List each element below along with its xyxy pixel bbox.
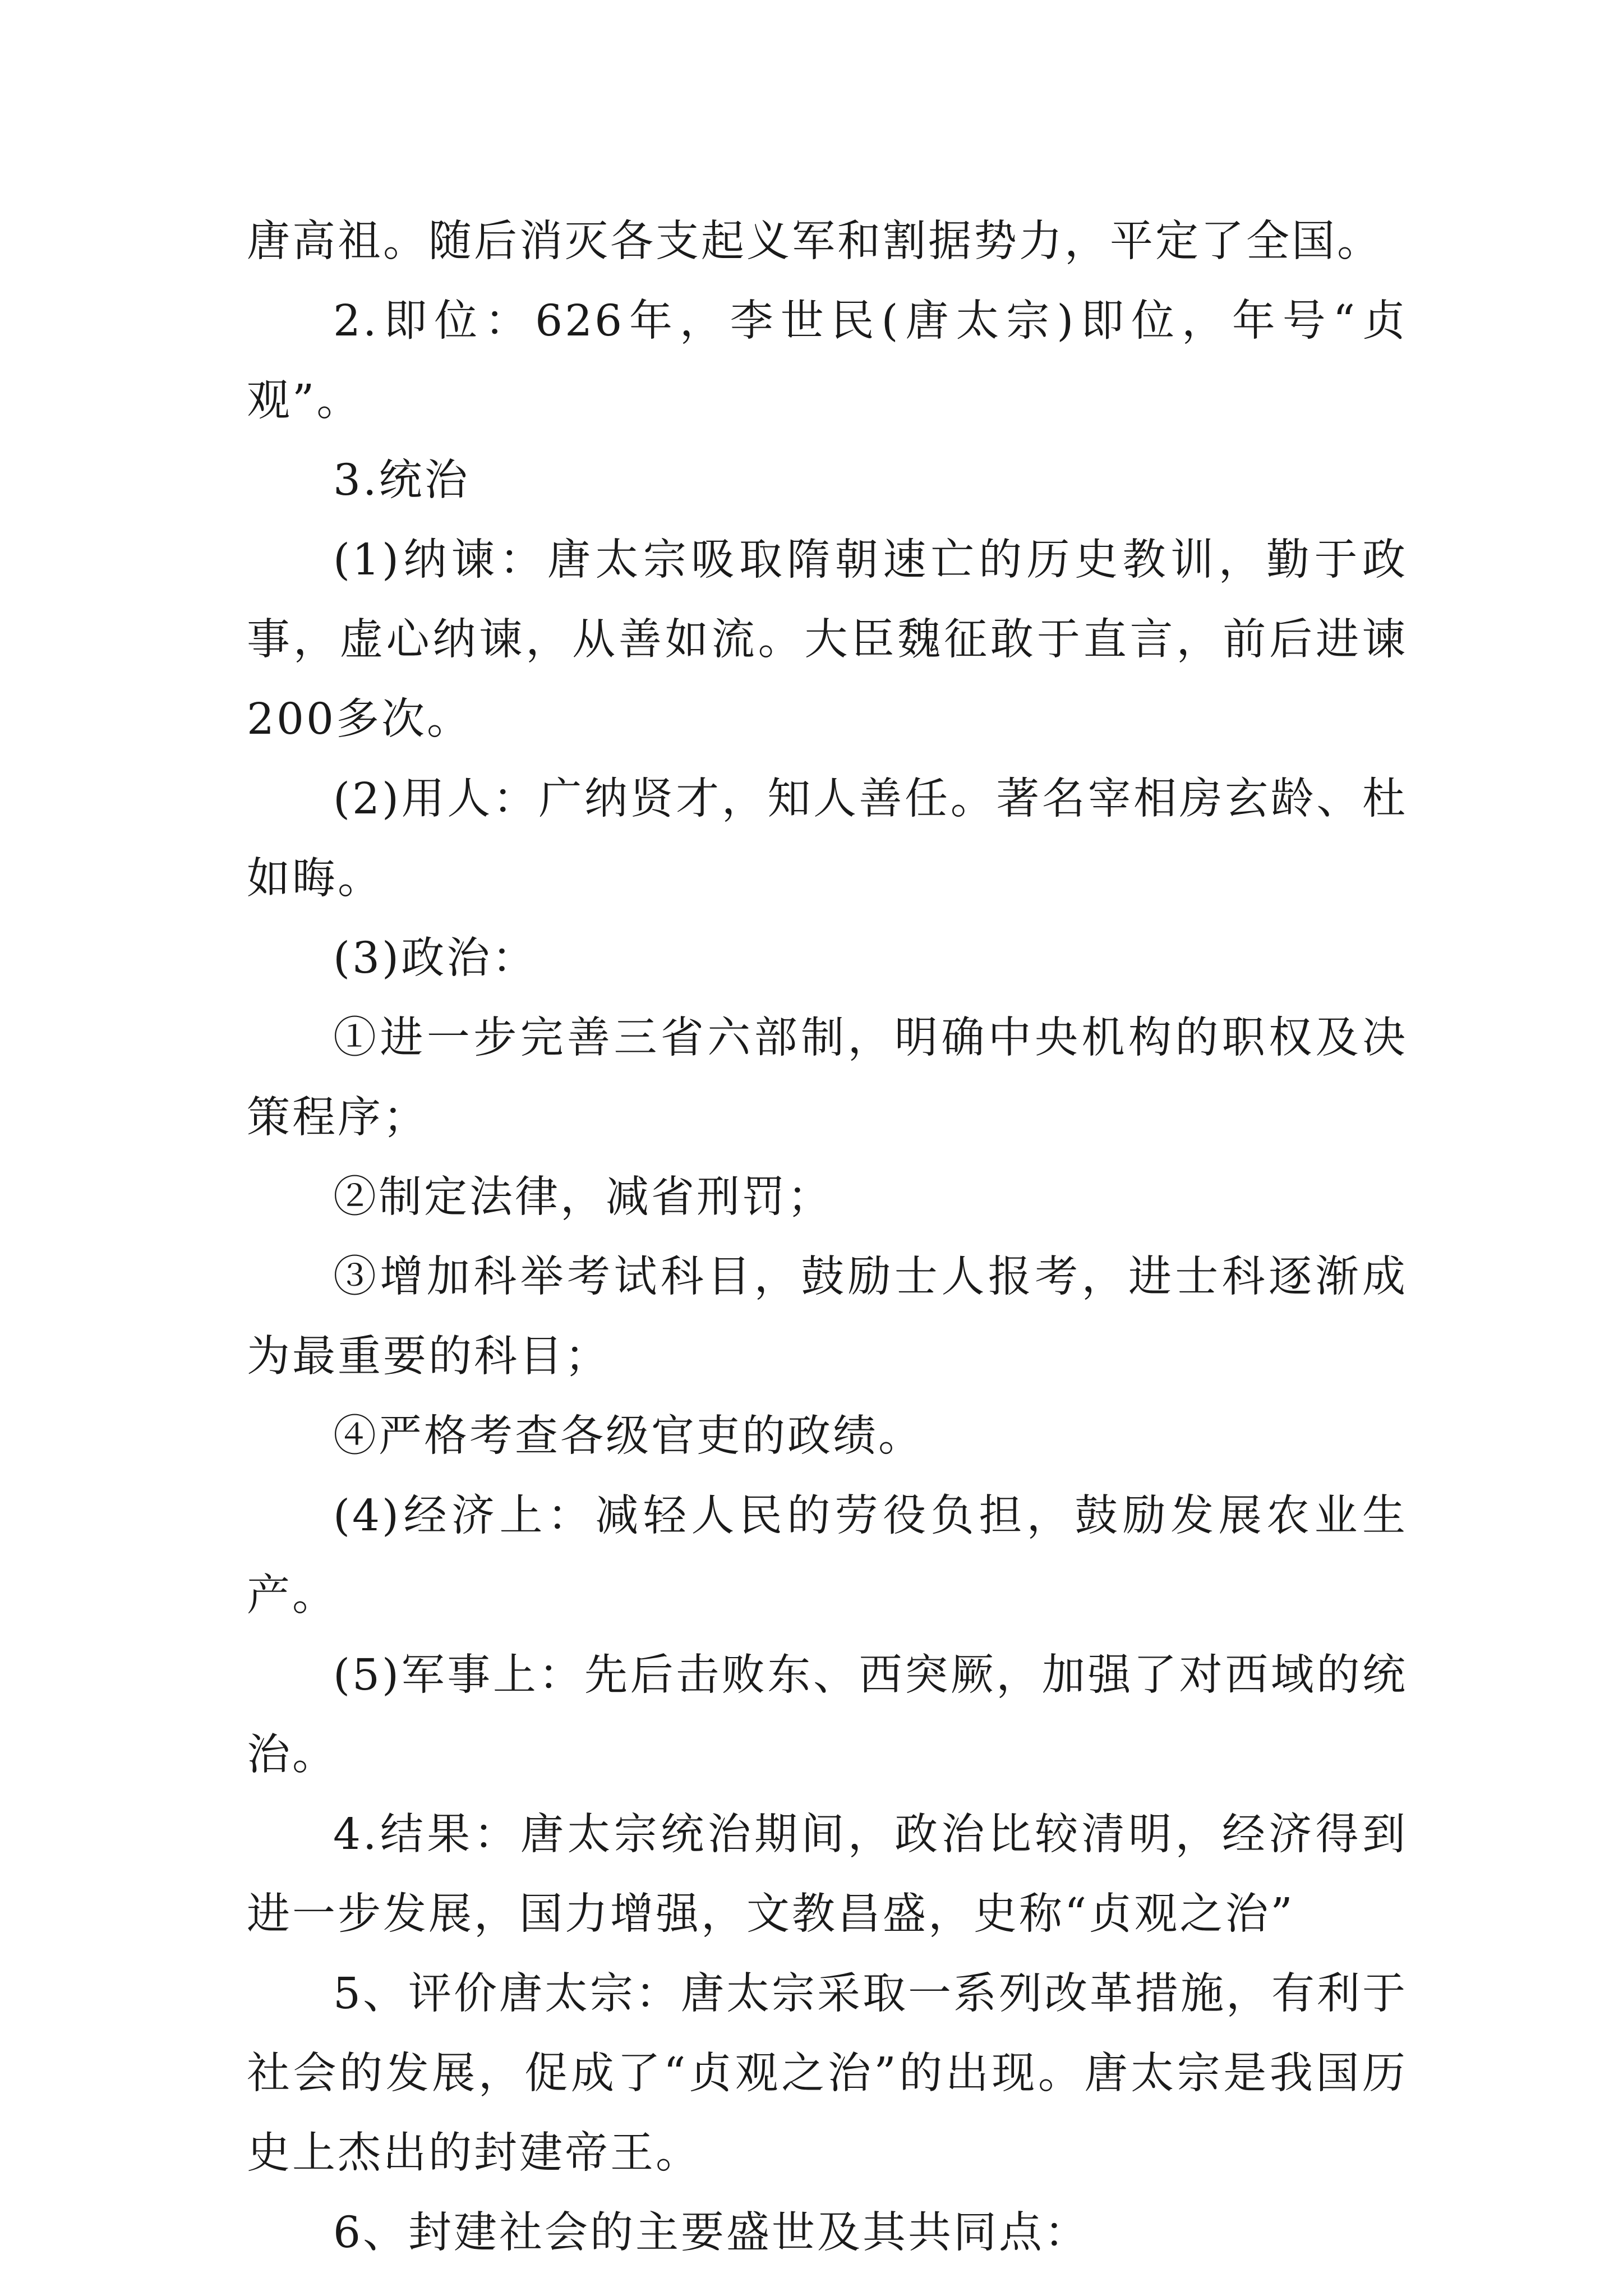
paragraph-economy: (4)经济上：减轻人民的劳役负担，鼓励发展农业生产。 bbox=[247, 1491, 1408, 1621]
paragraph-evaluation: 5、评价唐太宗：唐太宗采取一系列改革措施，有利于社会的发展，促成了“贞观之治”的出现。唐太宗是我国历史上杰出的封建帝王。 bbox=[247, 1969, 1408, 2178]
document-body bbox=[247, 202, 1408, 2273]
paragraph-result: 4.结果：唐太宗统治期间，政治比较清明，经济得到进一步发展，国力增强，文教昌盛，史称“贞观之治” bbox=[247, 1810, 1408, 1939]
paragraph-golden-ages: 6、封建社会的主要盛世及其共同点： bbox=[333, 2208, 1090, 2258]
paragraph-politics-item-3: ③增加科举考试科目，鼓励士人报考，进士科逐渐成为最重要的科目； bbox=[247, 1252, 1408, 1382]
paragraph-politics-item-1: ①进一步完善三省六部制，明确中央机构的职权及决策程序； bbox=[247, 1013, 1408, 1143]
paragraph-politics-heading: (3)政治： bbox=[333, 933, 538, 983]
paragraph-military: (5)军事上：先后击败东、西突厥，加强了对西域的统治。 bbox=[247, 1650, 1408, 1780]
paragraph-enthronement: 2.即位：626年，李世民(唐太宗)即位，年号“贞观”。 bbox=[247, 296, 1408, 426]
paragraph-politics-item-2: ②制定法律，减省刑罚； bbox=[333, 1172, 833, 1222]
paragraph-appointments: (2)用人：广纳贤才，知人善任。著名宰相房玄龄、杜如晦。 bbox=[247, 774, 1408, 904]
paragraph-politics-item-4: ④严格考查各级官吏的政绩。 bbox=[333, 1411, 924, 1461]
paragraph-rule-heading: 3.统治 bbox=[333, 455, 470, 505]
paragraph-remonstrance: (1)纳谏：唐太宗吸取隋朝速亡的历史教训，勤于政事，虚心纳谏，从善如流。大臣魏征敢于直言，前后进谏200多次。 bbox=[247, 535, 1408, 744]
paragraph-continuation: 唐高祖。随后消灭各支起义军和割据势力，平定了全国。 bbox=[247, 217, 1382, 266]
